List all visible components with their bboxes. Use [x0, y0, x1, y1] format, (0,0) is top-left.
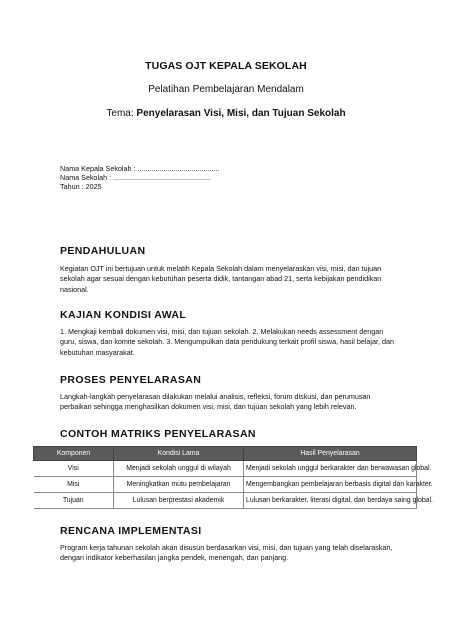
paragraph-pendahuluan: Kegiatan OJT ini bertujuan untuk melatih Kepala Sekolah dalam menyelaraskan visi, misi, dan tujuan sekolah agar sesuai dengan kebutuhan peserta didik, tantangan abad 21, serta kebijakan pendidikan nasional.	[60, 264, 382, 294]
paragraph-proses-penyelarasan: Langkah-langkah penyelarasan dilakukan melalui analisis, refleksi, forum diskusi, dan perumusan perbaikan sehingga menghasilkan dokumen visi, misi, dan tujuan sekolah yang lebih relevan.	[60, 392, 371, 412]
heading-pendahuluan: PENDAHULUAN	[60, 245, 146, 257]
theme-prefix: Tema:	[106, 108, 137, 119]
matrix-table	[33, 446, 433, 509]
table-row	[34, 477, 417, 493]
document-theme	[0, 108, 452, 119]
heading-proses-penyelarasan: PROSES PENYELARASAN	[60, 374, 202, 386]
document-subtitle: Pelatihan Pembelajaran Mendalam	[148, 84, 304, 95]
cell-komponen: Visi	[34, 461, 114, 477]
heading-contoh-matriks: CONTOH MATRIKS PENYELARASAN	[60, 428, 256, 440]
cell-komponen: Misi	[34, 477, 114, 493]
meta-nama-sekolah: Nama Sekolah : .................................................	[60, 173, 211, 182]
matrix-header-row	[34, 447, 417, 461]
heading-kajian-kondisi-awal: KAJIAN KONDISI AWAL	[60, 309, 187, 321]
cell-kondisi-lama: Menjadi sekolah unggul di wilayah	[114, 461, 244, 477]
table-row	[34, 493, 417, 509]
meta-tahun: Tahun : 2025	[60, 182, 102, 191]
heading-rencana-implementasi: RENCANA IMPLEMENTASI	[60, 525, 202, 537]
cell-komponen: Tujuan	[34, 493, 114, 509]
paragraph-kajian-kondisi-awal: 1. Mengkaji kembali dokumen visi, misi, dan tujuan sekolah. 2. Melakukan needs assessment dengan guru, siswa, dan komite sekolah. 3. Mengumpulkan data pendukung terkait profil siswa, hasil belajar, dan kebutuhan masyarakat.	[60, 327, 395, 357]
table-row	[34, 461, 417, 477]
cell-hasil-penyelarasan: Lulusan berkarakter, literasi digital, dan berdaya saing global.	[244, 493, 417, 509]
column-header-hasil-penyelarasan: Hasil Penyelarasan	[244, 447, 417, 461]
cell-kondisi-lama: Lulusan berprestasi akademik	[114, 493, 244, 509]
column-header-komponen: Komponen	[34, 447, 114, 461]
cell-kondisi-lama: Meningkatkan mutu pembelajaran	[114, 477, 244, 493]
column-header-kondisi-lama: Kondisi Lama	[114, 447, 244, 461]
cell-hasil-penyelarasan: Menjadi sekolah unggul berkarakter dan berwawasan global.	[244, 461, 417, 477]
cell-hasil-penyelarasan: Mengembangkan pembelajaran berbasis digital dan karakter.	[244, 477, 417, 493]
document-title: TUGAS OJT KEPALA SEKOLAH	[145, 60, 307, 72]
paragraph-rencana-implementasi: Program kerja tahunan sekolah akan disusun berdasarkan visi, misi, dan tujuan yang telah diselaraskan, dengan indikator keberhasilan jangka pendek, menengah, dan panjang.	[60, 543, 393, 563]
meta-kepala-sekolah: Nama Kepala Sekolah : .........................................	[60, 164, 220, 173]
theme-value: Penyelarasan Visi, Misi, dan Tujuan Sekolah	[136, 108, 346, 119]
